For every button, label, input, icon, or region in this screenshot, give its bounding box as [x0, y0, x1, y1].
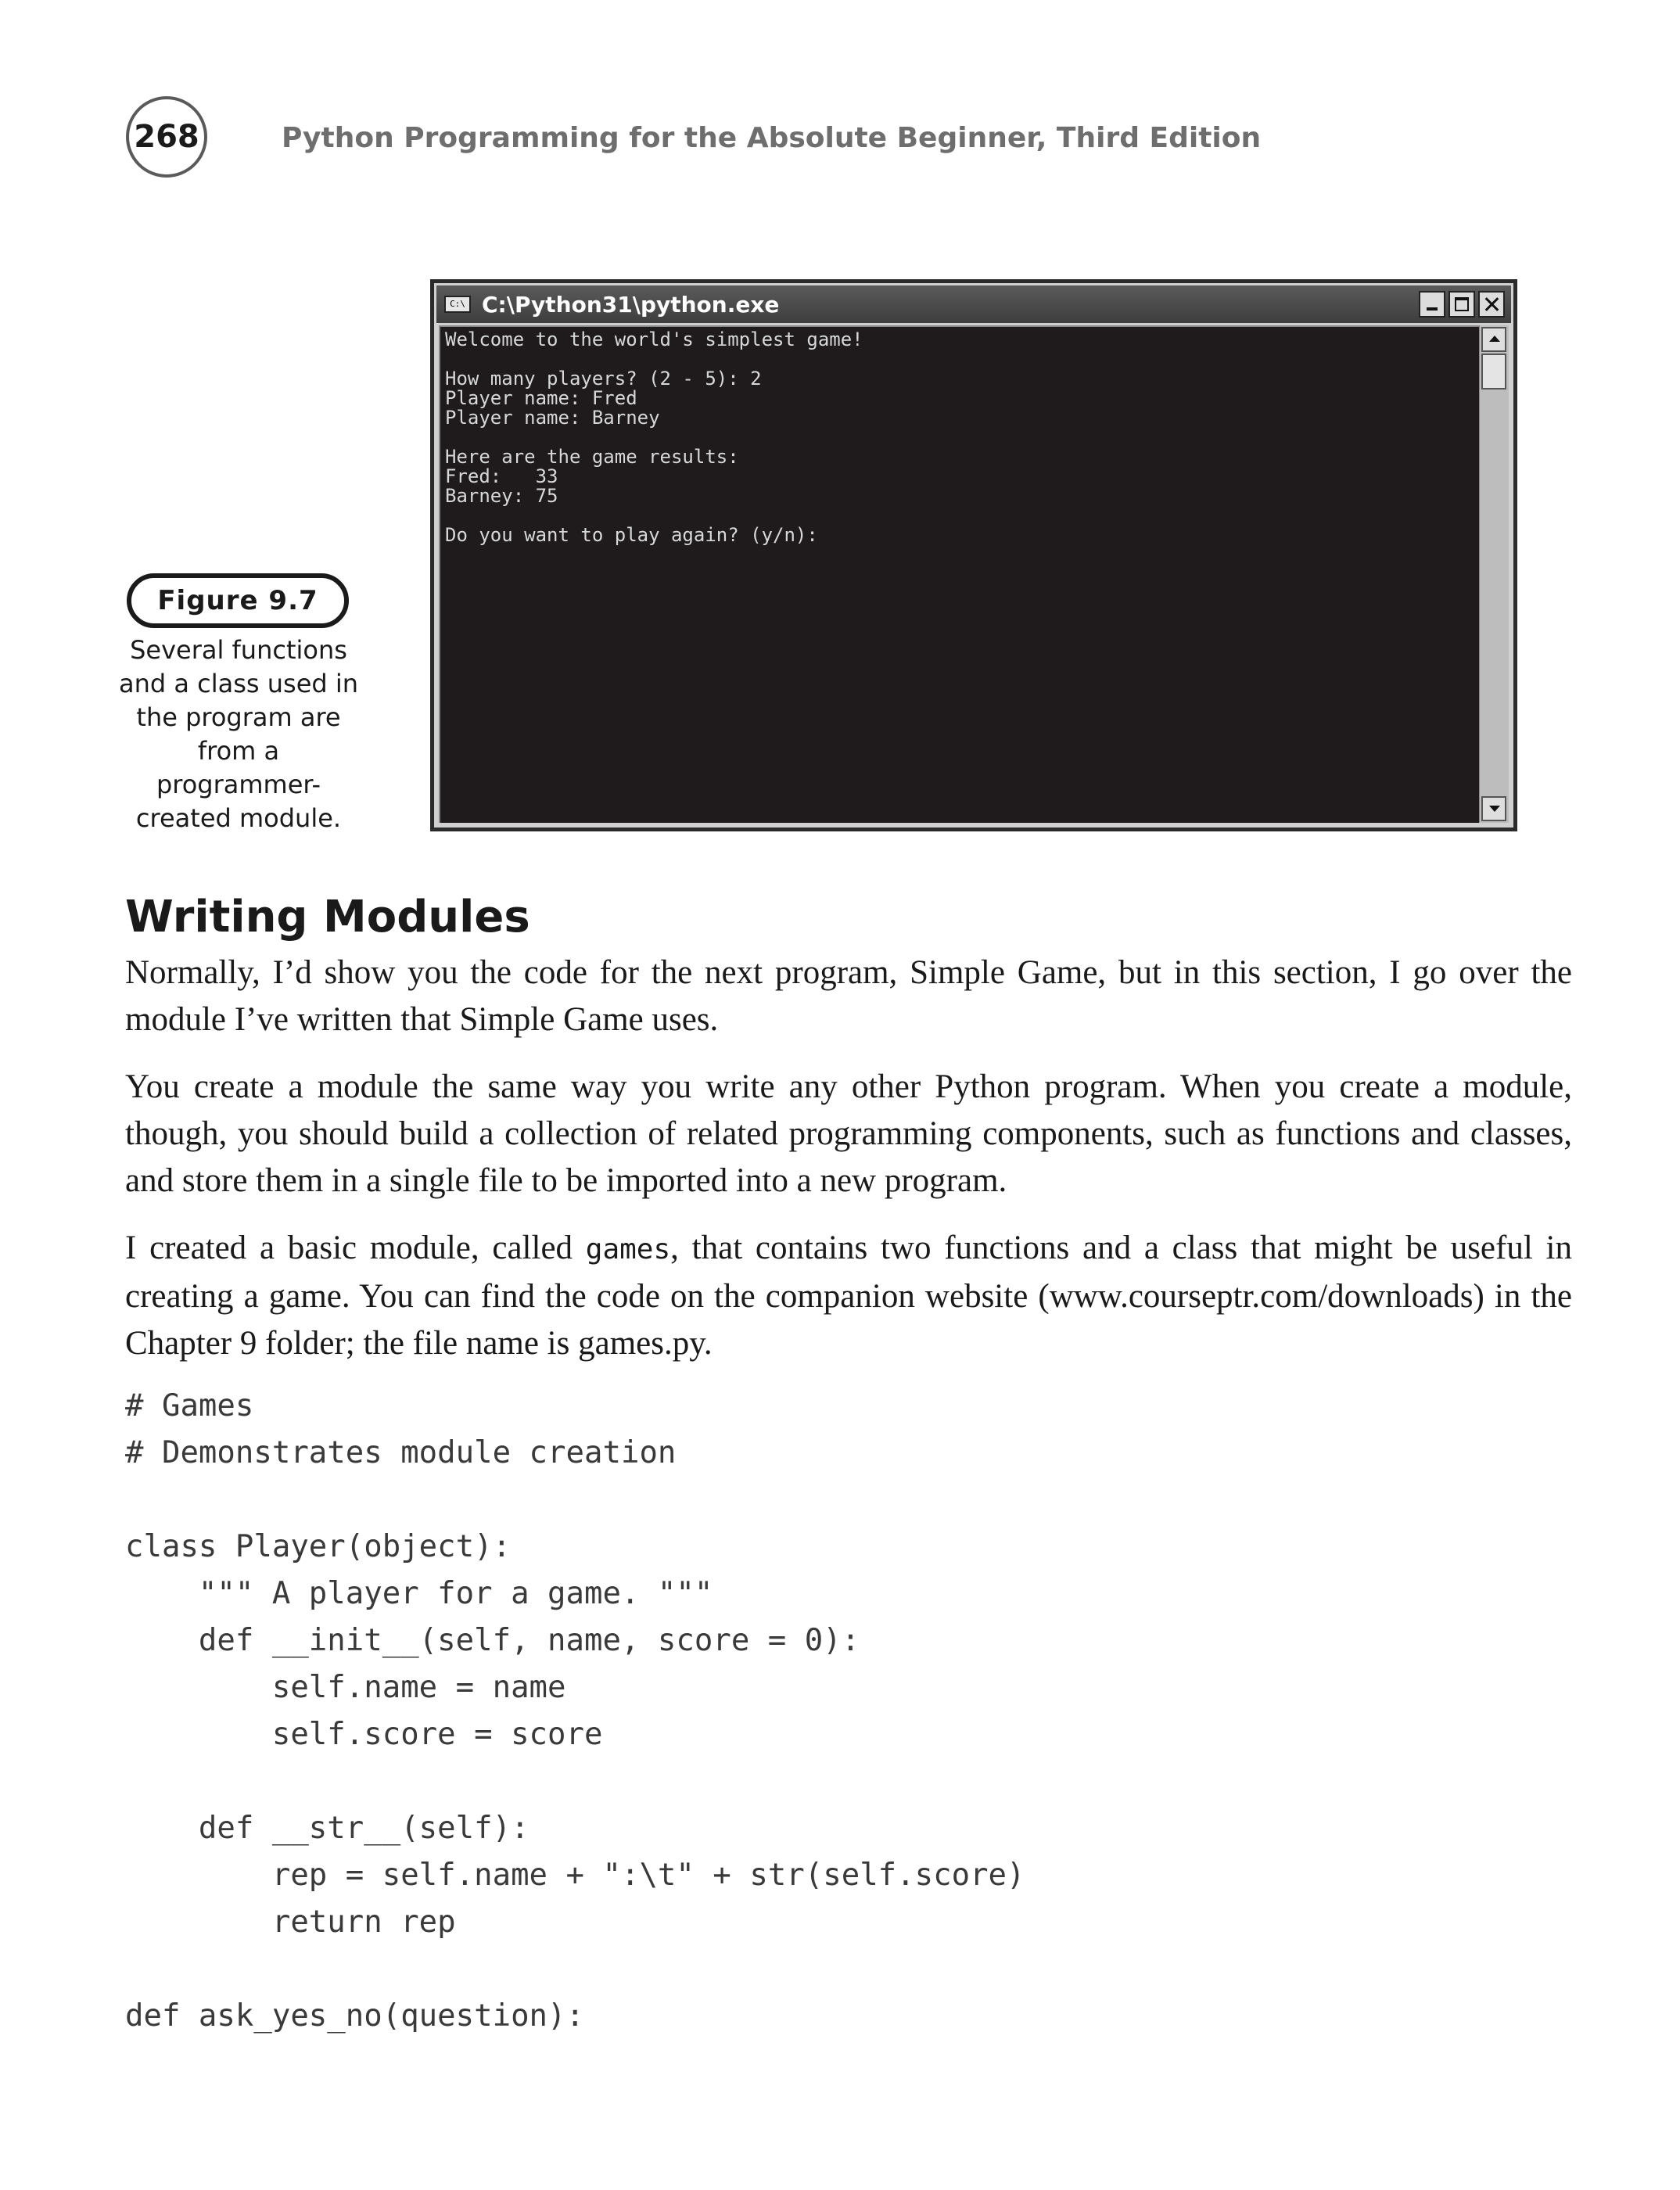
figure-label: Figure 9.7: [127, 573, 349, 628]
code-listing: # Games # Demonstrates module creation class Player(object): """ A player for a game. """ def __init__(self, name, score = 0): self.name = name self.score = score def __str__(self): rep = self.name + ":\t" + str(self.score) return rep def ask_yes_no(question):: [125, 1388, 1025, 2034]
paragraph-text: , that contains two functions and a class that might be useful in creating a game. You can find the code on the companion website (www.courseptr.com/downloads) in the Chapter 9 folder; the file name is games.py.: [125, 1230, 1572, 1362]
figure-caption-line: the program are: [136, 702, 341, 732]
paragraph-games-module: [125, 1225, 1572, 1367]
console-window-title: C:\Python31\python.exe: [482, 291, 780, 318]
figure-caption-line: Several functions: [130, 635, 347, 665]
console-output-area: [439, 325, 1479, 823]
scroll-thumb[interactable]: [1481, 354, 1506, 390]
console-output-text: Welcome to the world's simplest game! How many players? (2 - 5): 2 Player name: Fred Player name: Barney Here are the game results: Fred: 33 Barney: 75 Do you want to play again? (y/n):: [445, 328, 863, 546]
vertical-scrollbar[interactable]: [1479, 325, 1509, 823]
inline-code-games: games: [585, 1233, 671, 1266]
paragraph-intro: Normally, I’d show you the code for the next program, Simple Game, but in this section, I go over the module I’ve written that Simple Game uses.: [125, 954, 1572, 1038]
maximize-icon[interactable]: [1448, 291, 1475, 318]
close-icon[interactable]: [1478, 291, 1505, 318]
scroll-down-arrow-icon[interactable]: [1481, 796, 1506, 821]
console-app-icon: C:\: [444, 296, 471, 313]
minimize-icon[interactable]: [1419, 291, 1445, 318]
figure-caption-line: from a: [197, 736, 280, 766]
paragraph-module-definition: You create a module the same way you write any other Python program. When you create a module, though, you should build a collection of related programming components, such as functions and classes, and store them in a single file to be imported into a new program.: [125, 1068, 1572, 1199]
page-number: 268: [126, 96, 207, 178]
figure-caption: [117, 634, 360, 835]
running-title: Python Programming for the Absolute Beginner, Third Edition: [282, 122, 1262, 154]
console-titlebar: [436, 285, 1511, 323]
scroll-up-arrow-icon[interactable]: [1481, 327, 1506, 352]
window-controls: [1419, 291, 1505, 318]
console-window: [430, 279, 1517, 831]
paragraph-text: I created a basic module, called: [125, 1230, 586, 1266]
figure-caption-line: and a class used in: [118, 669, 359, 698]
section-heading: Writing Modules: [125, 892, 530, 942]
figure-caption-line: created module.: [135, 803, 342, 833]
figure-caption-line: programmer-: [156, 770, 321, 799]
